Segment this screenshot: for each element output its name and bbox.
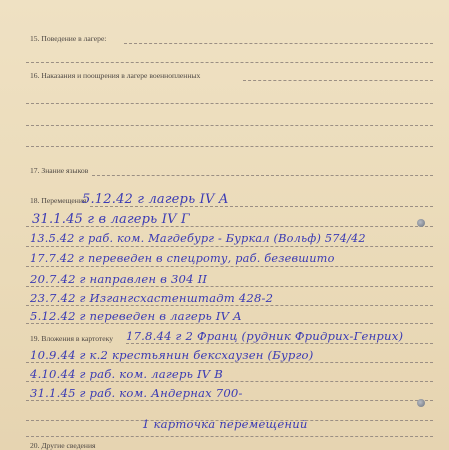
field-18-line-7 — [26, 323, 433, 324]
movement-entry: 13.5.42 г раб. ком. Магдебург - Буркал (Вольф) 574/42 — [30, 232, 366, 245]
field-19-line-6 — [26, 436, 433, 437]
field-15-line-2 — [26, 62, 433, 63]
field-15-line — [124, 43, 433, 44]
field-17-label: 17. Знание языков — [30, 166, 89, 175]
field-19-line-2 — [26, 362, 433, 363]
field-18-line-5 — [26, 286, 433, 287]
field-19-label: 19. Вложения в картотеку — [30, 334, 113, 343]
attachment-entry: 31.1.45 г раб. ком. Андернах 700- — [30, 386, 243, 400]
field-16-line-3 — [26, 125, 433, 126]
footer-note: 1 карточка перемещений — [142, 417, 308, 431]
field-18-line-4 — [26, 266, 433, 267]
field-18-line-6 — [26, 305, 433, 306]
movement-entry: 20.7.42 г направлен в 304 II — [30, 272, 208, 286]
attachment-entry: 10.9.44 г к.2 крестьянин бексхаузен (Бурго) — [30, 348, 314, 362]
attachment-entry: 4.10.44 г раб. ком. лагерь IV B — [30, 367, 223, 381]
field-18-label: 18. Перемещения — [30, 196, 87, 205]
field-16-line-2 — [26, 103, 433, 104]
attachment-entry: 17.8.44 г 2 Франц (рудник Фридрих-Генрих) — [126, 329, 404, 343]
movement-entry: 5.12.42 г переведен в лагерь IV A — [30, 309, 242, 323]
binder-hole — [417, 399, 425, 407]
movement-entry: 5.12.42 г лагерь IV A — [82, 192, 229, 207]
field-16-line — [243, 80, 433, 81]
movement-entry: 23.7.42 г Изгангсхастенштадт 428-2 — [30, 291, 274, 305]
field-18-line-3 — [26, 246, 433, 247]
field-16-label: 16. Наказания и поощрения в лагере военнопленных — [30, 71, 201, 80]
movement-entry: 31.1.45 г в лагерь IV Г — [32, 212, 190, 227]
field-19-line-3 — [26, 381, 433, 382]
field-16-line-4 — [26, 146, 433, 147]
binder-hole — [417, 219, 425, 227]
field-15-label: 15. Поведение в лагере: — [30, 34, 107, 43]
field-20-label: 20. Другие сведения — [30, 441, 96, 450]
field-17-line — [92, 175, 433, 176]
field-19-line — [126, 343, 433, 344]
movement-entry: 17.7.42 г переведен в спецроту, раб. безевшито — [30, 252, 335, 265]
field-19-line-4 — [26, 400, 433, 401]
